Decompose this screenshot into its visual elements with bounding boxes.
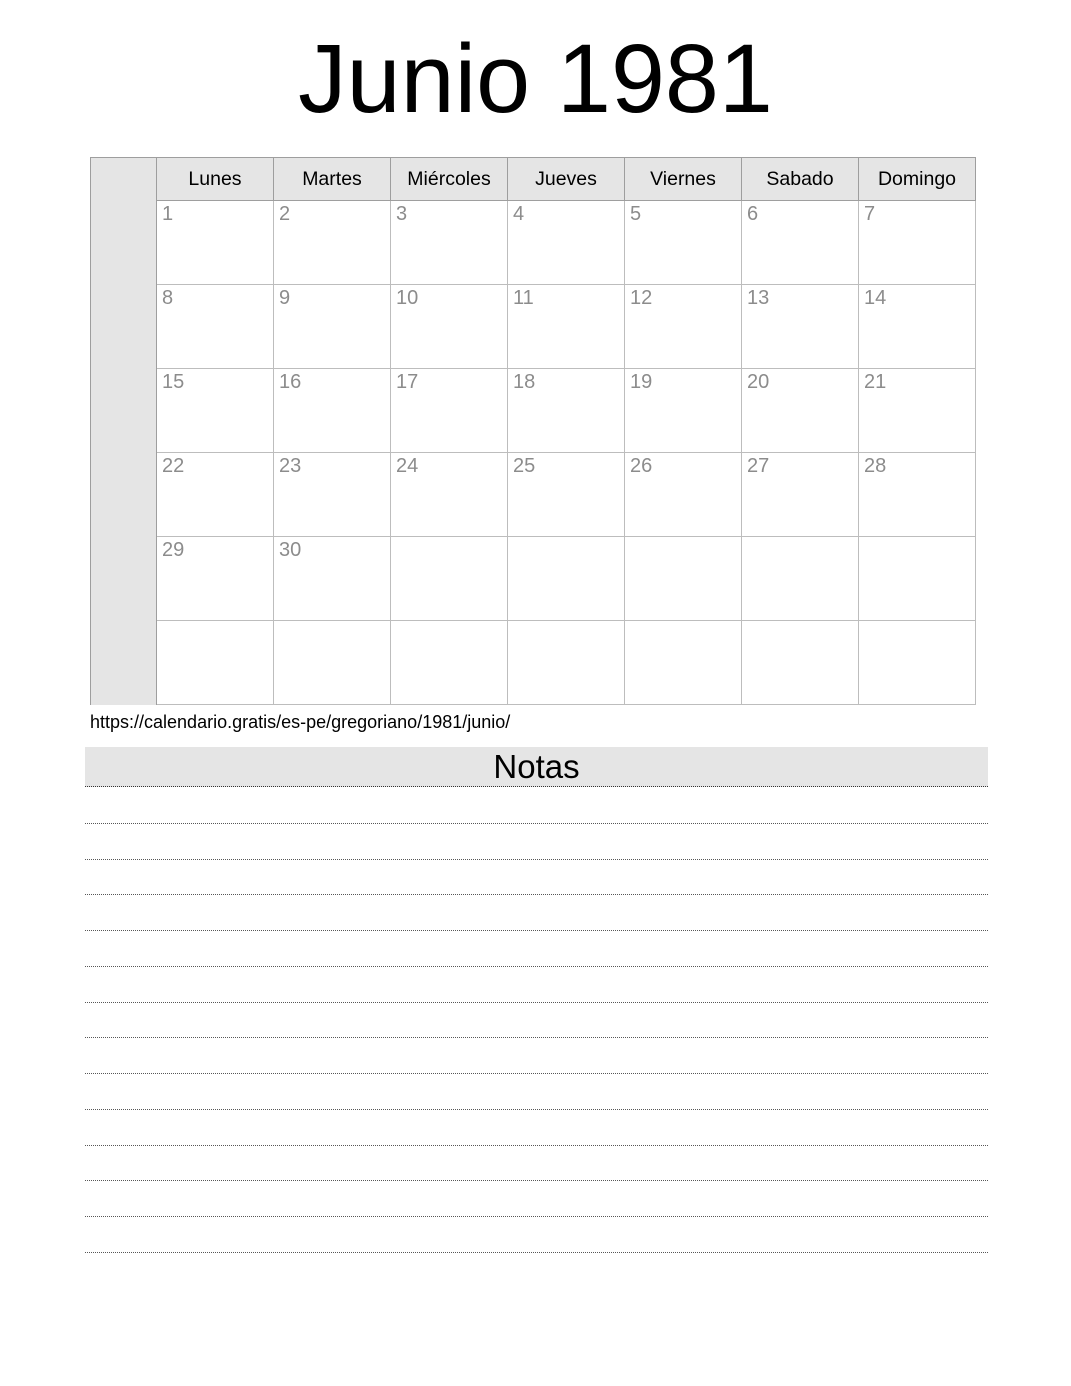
notes-lines — [85, 788, 988, 1253]
day-header-domingo: Domingo — [859, 158, 976, 201]
note-line — [85, 1003, 988, 1039]
day-cell: 21 — [859, 369, 976, 453]
note-line — [85, 1110, 988, 1146]
day-cell-empty — [625, 621, 742, 705]
note-line — [85, 788, 988, 824]
day-header-miercoles: Miércoles — [391, 158, 508, 201]
note-line — [85, 967, 988, 1003]
day-cell: 15 — [157, 369, 274, 453]
day-cell: 12 — [625, 285, 742, 369]
day-cell-empty — [157, 621, 274, 705]
day-cell-empty — [508, 621, 625, 705]
note-line — [85, 1217, 988, 1253]
day-cell-empty — [742, 537, 859, 621]
day-header-viernes: Viernes — [625, 158, 742, 201]
day-cell-empty — [625, 537, 742, 621]
day-cell: 9 — [274, 285, 391, 369]
day-cell: 7 — [859, 201, 976, 285]
day-cell-empty — [391, 537, 508, 621]
day-cell: 29 — [157, 537, 274, 621]
day-cell-empty — [859, 537, 976, 621]
note-line — [85, 1181, 988, 1217]
day-cell: 2 — [274, 201, 391, 285]
day-cell: 5 — [625, 201, 742, 285]
day-cell: 25 — [508, 453, 625, 537]
day-cell: 22 — [157, 453, 274, 537]
note-line — [85, 931, 988, 967]
day-cell: 6 — [742, 201, 859, 285]
notes-header: Notas — [85, 747, 988, 787]
note-line — [85, 1074, 988, 1110]
note-line — [85, 824, 988, 860]
day-header-martes: Martes — [274, 158, 391, 201]
note-line — [85, 860, 988, 896]
day-cell: 20 — [742, 369, 859, 453]
day-cell: 8 — [157, 285, 274, 369]
note-line — [85, 1038, 988, 1074]
day-cell: 3 — [391, 201, 508, 285]
day-cell: 14 — [859, 285, 976, 369]
day-header-jueves: Jueves — [508, 158, 625, 201]
day-cell: 30 — [274, 537, 391, 621]
day-cell: 28 — [859, 453, 976, 537]
note-line — [85, 895, 988, 931]
day-cell: 16 — [274, 369, 391, 453]
day-cell: 4 — [508, 201, 625, 285]
day-cell-empty — [274, 621, 391, 705]
day-cell-empty — [742, 621, 859, 705]
day-header-sabado: Sabado — [742, 158, 859, 201]
day-cell: 1 — [157, 201, 274, 285]
day-cell: 26 — [625, 453, 742, 537]
day-cell: 23 — [274, 453, 391, 537]
day-cell: 10 — [391, 285, 508, 369]
day-cell: 24 — [391, 453, 508, 537]
day-cell: 27 — [742, 453, 859, 537]
day-cell-empty — [859, 621, 976, 705]
day-cell: 17 — [391, 369, 508, 453]
day-header-lunes: Lunes — [157, 158, 274, 201]
week-number-gutter — [91, 158, 157, 705]
day-cell: 19 — [625, 369, 742, 453]
day-cell: 11 — [508, 285, 625, 369]
note-line — [85, 1146, 988, 1182]
calendar-table — [90, 157, 976, 705]
day-cell: 18 — [508, 369, 625, 453]
day-cell: 13 — [742, 285, 859, 369]
source-url: https://calendario.gratis/es-pe/gregoriano/1981/junio/ — [90, 712, 511, 732]
day-cell-empty — [391, 621, 508, 705]
day-cell-empty — [508, 537, 625, 621]
page-title: Junio 1981 — [298, 24, 773, 133]
